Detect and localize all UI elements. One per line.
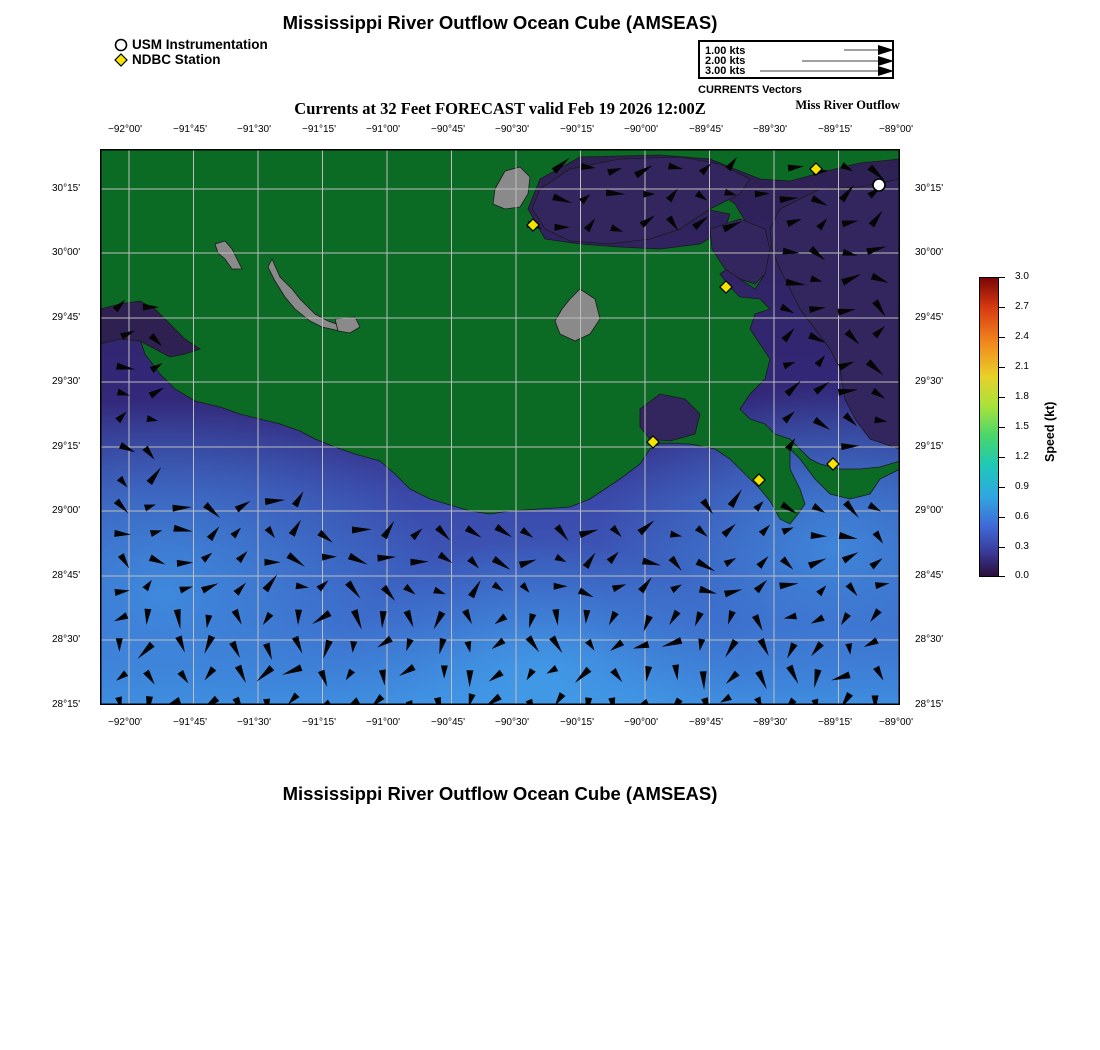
colorbar-tick-label: 0.6 (1015, 511, 1029, 522)
legend-usm-label: USM Instrumentation (132, 37, 268, 52)
lon-tick-top: −91°15' (302, 124, 336, 135)
lat-tick-right: 28°45' (915, 570, 944, 581)
forecast-subtitle: Currents at 32 Feet FORECAST valid Feb 19 2026 12:00Z (294, 99, 706, 118)
lon-tick-bottom: −89°30' (753, 717, 787, 728)
colorbar-title: Speed (kt) (1043, 401, 1057, 462)
lat-tick-left: 30°00' (52, 247, 81, 258)
lon-tick-bottom: −91°30' (237, 717, 271, 728)
lon-tick-bottom: −91°00' (366, 717, 400, 728)
lat-tick-right: 29°30' (915, 376, 944, 387)
lon-tick-top: −89°15' (818, 124, 852, 135)
lat-tick-left: 28°45' (52, 570, 81, 581)
vector-scale-caption: CURRENTS Vectors (698, 84, 802, 96)
lon-tick-top: −90°15' (560, 124, 594, 135)
lon-tick-bottom: −90°00' (624, 717, 658, 728)
lon-tick-bottom: −91°15' (302, 717, 336, 728)
lon-tick-top: −89°00' (879, 124, 913, 135)
lat-tick-left: 29°00' (52, 505, 81, 516)
colorbar-tick-label: 0.3 (1015, 541, 1029, 552)
lon-tick-bottom: −90°45' (431, 717, 465, 728)
lon-tick-top: −91°00' (366, 124, 400, 135)
lat-tick-left: 29°30' (52, 376, 81, 387)
lat-tick-right: 28°30' (915, 634, 944, 645)
lon-tick-bottom: −89°15' (818, 717, 852, 728)
colorbar-tick-label: 2.7 (1015, 301, 1029, 312)
lon-tick-top: −92°00' (108, 124, 142, 135)
colorbar-tick-label: 1.5 (1015, 421, 1029, 432)
lat-tick-left: 29°15' (52, 441, 81, 452)
legend-ndbc-label: NDBC Station (132, 52, 221, 67)
lat-tick-right: 28°15' (915, 699, 944, 710)
lon-tick-bottom: −91°45' (173, 717, 207, 728)
lon-tick-top: −89°45' (689, 124, 723, 135)
colorbar-tick-label: 2.4 (1015, 331, 1029, 342)
vector-scale-box (698, 40, 894, 79)
lat-tick-left: 28°30' (52, 634, 81, 645)
vector-scale-arrows (700, 42, 892, 77)
lon-tick-top: −90°00' (624, 124, 658, 135)
region-label: Miss River Outflow (795, 98, 900, 112)
legend-ndbc (114, 52, 221, 67)
lat-tick-right: 29°15' (915, 441, 944, 452)
colorbar-tick-label: 2.1 (1015, 361, 1029, 372)
vector-scale-row-3: 3.00 kts (705, 65, 746, 77)
lat-tick-right: 30°00' (915, 247, 944, 258)
lat-tick-right: 29°00' (915, 505, 944, 516)
lon-tick-bottom: −92°00' (108, 717, 142, 728)
vector-scale-row-2: 2.00 kts (705, 55, 746, 67)
open-circle-icon (114, 38, 128, 52)
lon-tick-bottom: −89°00' (879, 717, 913, 728)
colorbar-tick-label: 1.2 (1015, 451, 1029, 462)
lon-tick-top: −91°30' (237, 124, 271, 135)
lon-tick-top: −91°45' (173, 124, 207, 135)
lat-tick-right: 29°45' (915, 312, 944, 323)
lon-tick-bottom: −90°15' (560, 717, 594, 728)
lat-tick-right: 30°15' (915, 183, 944, 194)
lon-tick-top: −89°30' (753, 124, 787, 135)
lon-tick-bottom: −90°30' (495, 717, 529, 728)
lon-tick-top: −90°30' (495, 124, 529, 135)
colorbar-tick-label: 1.8 (1015, 391, 1029, 402)
lat-tick-left: 29°45' (52, 312, 81, 323)
colorbar-tick-label: 0.9 (1015, 481, 1029, 492)
legend-usm (114, 37, 268, 52)
lon-tick-top: −90°45' (431, 124, 465, 135)
lat-tick-left: 30°15' (52, 183, 81, 194)
footer-title: Mississippi River Outflow Ocean Cube (AMSEAS) (282, 783, 718, 804)
currents-map (100, 149, 900, 705)
lat-tick-left: 28°15' (52, 699, 81, 710)
speed-colorbar (979, 277, 999, 577)
yellow-diamond-icon (114, 53, 128, 67)
colorbar-tick-label: 3.0 (1015, 271, 1029, 282)
vector-scale-row-1: 1.00 kts (705, 45, 746, 57)
chart-title: Mississippi River Outflow Ocean Cube (AMSEAS) (282, 12, 718, 33)
colorbar-tick-label: 0.0 (1015, 570, 1029, 581)
lon-tick-bottom: −89°45' (689, 717, 723, 728)
usm-instrument-marker (873, 179, 885, 191)
